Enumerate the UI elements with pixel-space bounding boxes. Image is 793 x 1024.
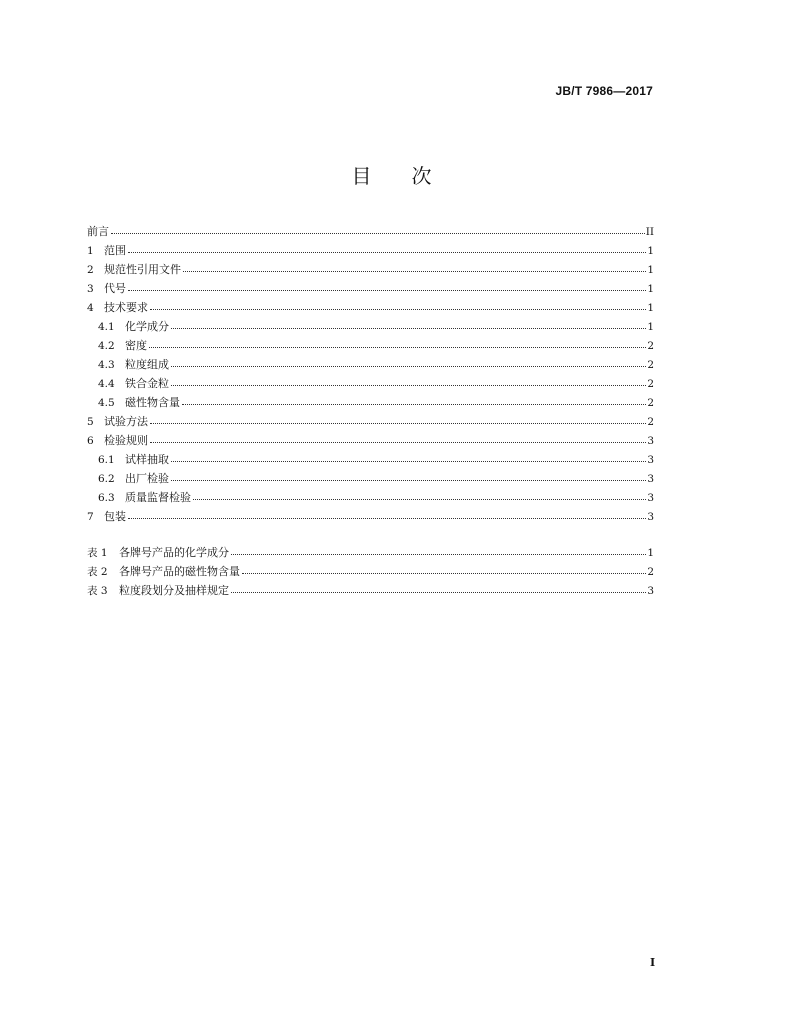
dot-leader — [128, 252, 646, 253]
dot-leader — [150, 309, 646, 310]
page-ref: 1 — [647, 245, 654, 257]
toc-entry — [87, 469, 654, 488]
dot-leader — [150, 442, 646, 443]
section-number: 4 — [87, 302, 94, 314]
section-number: 5 — [87, 416, 94, 428]
table-list-entry — [87, 581, 654, 600]
dot-leader — [171, 385, 646, 386]
dot-leader — [149, 347, 646, 348]
section-number: 4.3 — [98, 359, 115, 371]
dot-leader — [171, 366, 646, 367]
section-number: 6.1 — [98, 454, 115, 466]
dot-leader — [242, 573, 646, 574]
toc-entry — [87, 279, 654, 298]
toc-entry — [87, 488, 654, 507]
page-ref: 2 — [647, 359, 654, 371]
page-ref: 3 — [647, 492, 654, 504]
table-title: 各牌号产品的化学成分 — [119, 546, 229, 559]
table-list-entry — [87, 562, 654, 581]
page-ref: 1 — [647, 547, 654, 559]
section-number: 6.3 — [98, 492, 115, 504]
section-number: 4.5 — [98, 397, 115, 409]
section-title: 铁合金粒 — [125, 377, 169, 390]
page-ref: 3 — [647, 511, 654, 523]
page-ref: 3 — [647, 473, 654, 485]
section-title: 试验方法 — [104, 415, 148, 428]
toc-entry — [87, 431, 654, 450]
toc-entry — [87, 507, 654, 526]
dot-leader — [183, 271, 646, 272]
toc-entry — [87, 355, 654, 374]
toc-entry — [87, 450, 654, 469]
toc-entry — [87, 222, 654, 241]
table-title: 粒度段划分及抽样规定 — [119, 584, 229, 597]
toc-entry — [87, 336, 654, 355]
section-number: 4.4 — [98, 378, 115, 390]
page-ref: 1 — [647, 283, 654, 295]
dot-leader — [231, 554, 646, 555]
page-ref: 1 — [647, 264, 654, 276]
section-number: 6 — [87, 435, 94, 447]
table-list-entry — [87, 543, 654, 562]
dot-leader — [128, 290, 646, 291]
toc-section-list — [87, 222, 654, 526]
page-ref: 1 — [647, 302, 654, 314]
page-ref: 2 — [647, 416, 654, 428]
section-number: 6.2 — [98, 473, 115, 485]
toc-entry — [87, 412, 654, 431]
page-title: 目次 — [351, 164, 472, 188]
section-title: 规范性引用文件 — [104, 263, 181, 276]
section-number: 3 — [87, 283, 94, 295]
toc-entry — [87, 374, 654, 393]
section-title: 粒度组成 — [125, 358, 169, 371]
section-title: 前言 — [87, 225, 109, 238]
section-number: 7 — [87, 511, 94, 523]
table-number: 表 1 — [87, 547, 108, 559]
dot-leader — [182, 404, 646, 405]
section-number: 4.1 — [98, 321, 115, 333]
dot-leader — [171, 461, 646, 462]
dot-leader — [150, 423, 646, 424]
section-title: 范围 — [104, 244, 126, 257]
section-title: 试样抽取 — [125, 453, 169, 466]
dot-leader — [111, 233, 645, 234]
section-number: 1 — [87, 245, 94, 257]
page-ref: 2 — [647, 566, 654, 578]
toc-entry — [87, 260, 654, 279]
toc-table-list — [87, 543, 654, 600]
dot-leader — [171, 480, 646, 481]
page-ref: 2 — [647, 397, 654, 409]
section-title: 质量监督检验 — [125, 491, 191, 504]
page-number: I — [650, 956, 656, 969]
section-number: 2 — [87, 264, 94, 276]
section-title: 检验规则 — [104, 434, 148, 447]
toc-entry — [87, 393, 654, 412]
page-ref: II — [645, 226, 654, 238]
page-ref: 3 — [647, 454, 654, 466]
section-title: 包装 — [104, 510, 126, 523]
section-title: 磁性物含量 — [125, 396, 180, 409]
table-number: 表 3 — [87, 585, 108, 597]
page-ref: 2 — [647, 340, 654, 352]
dot-leader — [193, 499, 646, 500]
page-ref: 2 — [647, 378, 654, 390]
document-code: JB/T 7986—2017 — [555, 84, 653, 98]
section-title: 出厂检验 — [125, 472, 169, 485]
page-ref: 1 — [647, 321, 654, 333]
page-ref: 3 — [647, 585, 654, 597]
toc-entry — [87, 317, 654, 336]
table-number: 表 2 — [87, 566, 108, 578]
section-title: 技术要求 — [104, 301, 148, 314]
section-title: 化学成分 — [125, 320, 169, 333]
dot-leader — [231, 592, 646, 593]
page-ref: 3 — [647, 435, 654, 447]
dot-leader — [171, 328, 646, 329]
section-title: 代号 — [104, 282, 126, 295]
section-title: 密度 — [125, 339, 147, 352]
table-title: 各牌号产品的磁性物含量 — [119, 565, 240, 578]
toc-entry — [87, 298, 654, 317]
dot-leader — [128, 518, 646, 519]
section-number: 4.2 — [98, 340, 115, 352]
toc-entry — [87, 241, 654, 260]
